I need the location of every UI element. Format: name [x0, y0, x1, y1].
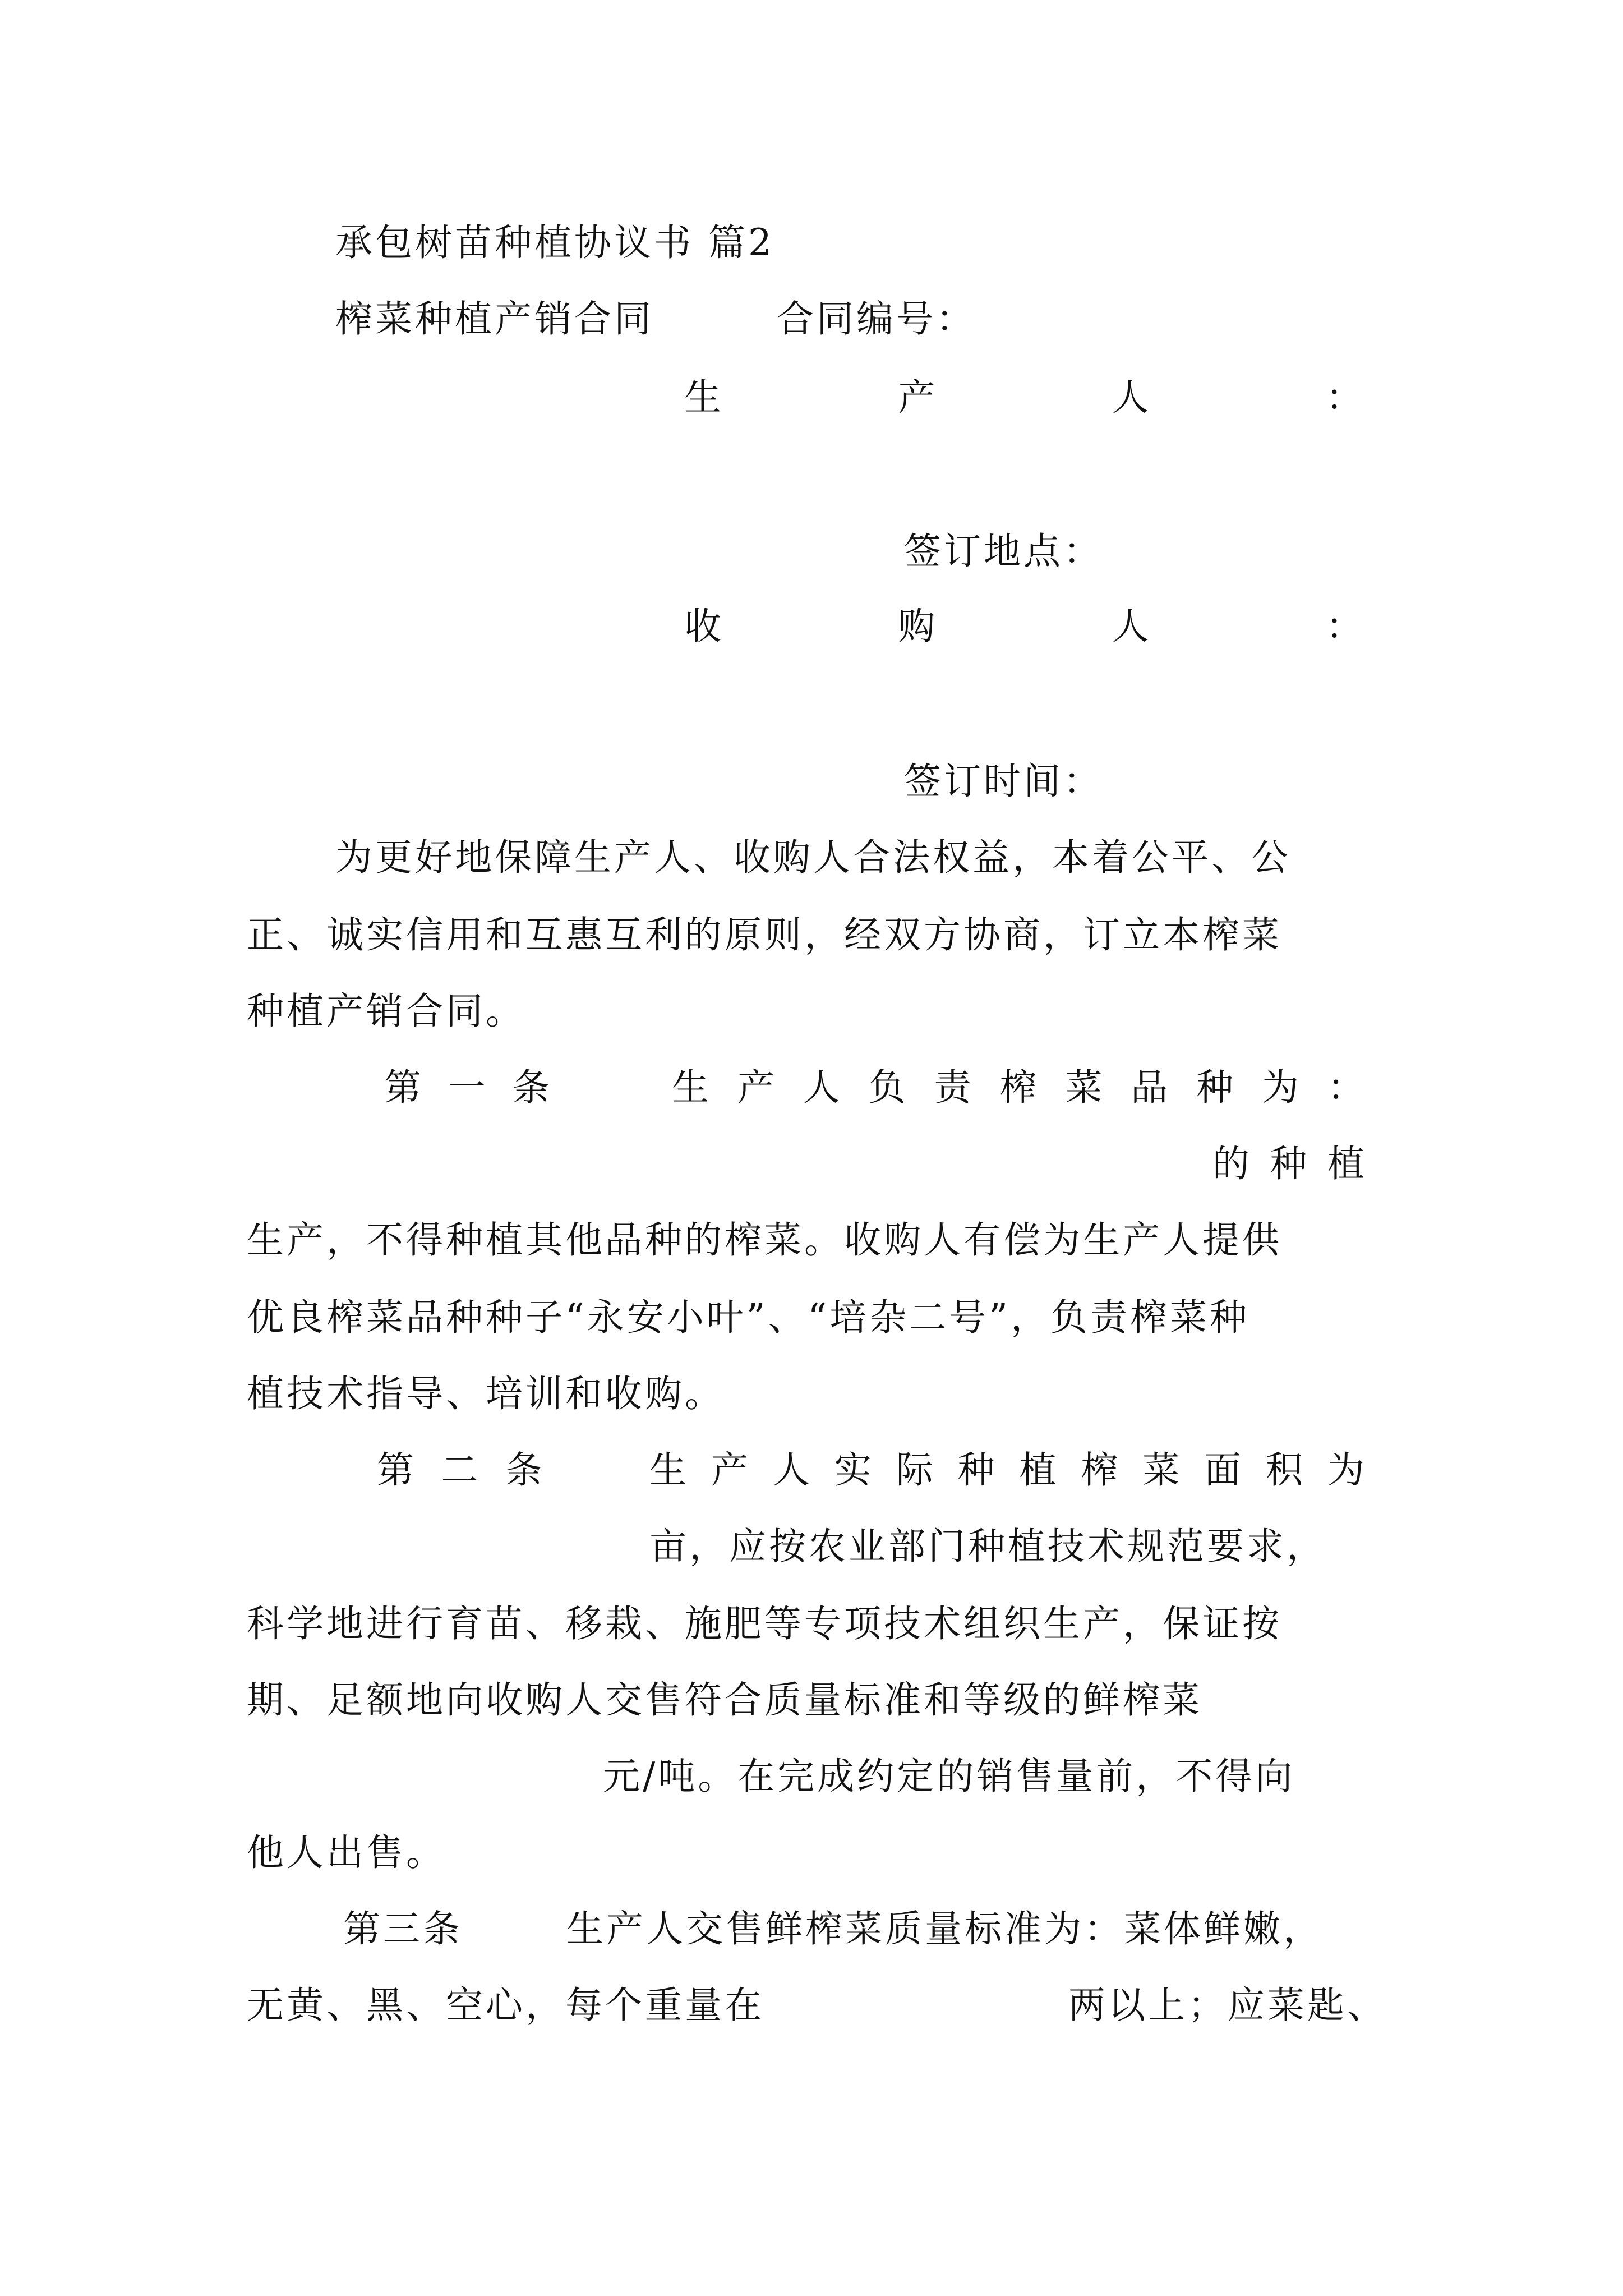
article2-label: [377, 1448, 545, 1492]
article1-label-char: 条: [513, 1066, 552, 1109]
buyer-char: 人: [1112, 605, 1152, 648]
article1-heading-char: 生: [672, 1066, 712, 1109]
article1-heading-char: 产: [737, 1066, 777, 1109]
article1-heading: [672, 1066, 1367, 1109]
contract-title: 榨菜种植产销合同: [335, 297, 654, 341]
article1-tail: [1212, 1142, 1367, 1185]
article2-heading-char: 面: [1204, 1448, 1244, 1492]
producer-party-line: [684, 376, 1366, 419]
article1-heading-char: 种: [1196, 1066, 1237, 1109]
article2-heading-char: 积: [1266, 1448, 1306, 1492]
article2-last-line: 他人出售。: [247, 1831, 446, 1874]
article2-heading-char: 为: [1327, 1448, 1367, 1492]
article1-label: [384, 1066, 552, 1109]
article2-heading: [649, 1448, 1367, 1492]
buyer-char: 收: [684, 605, 724, 648]
article2-heading-char: 榨: [1081, 1448, 1121, 1492]
article3-line2-left: 无黄、黑、空心，每个重量在: [247, 1984, 764, 2027]
buyer-party-line: [684, 605, 1366, 648]
contract-number-label: 合同编号：: [777, 297, 976, 341]
article2-price-line: 元/吨。在完成约定的销售量前，不得向: [603, 1755, 1295, 1798]
sign-time-label: 签订时间：: [904, 760, 1103, 803]
article2-line-1: 科学地进行育苗、移栽、施肥等专项技术组织生产，保证按: [247, 1602, 1282, 1645]
article1-heading-char: 负: [868, 1066, 909, 1109]
article3-label: 第三条: [343, 1907, 463, 1950]
article1-heading-char: ：: [1327, 1066, 1367, 1109]
buyer-colon: ：: [1325, 605, 1366, 648]
article1-tail-char: 种: [1270, 1142, 1310, 1185]
producer-char: 生: [684, 376, 724, 419]
article2-label-char: 第: [377, 1448, 417, 1492]
article1-tail-char: 的: [1212, 1142, 1252, 1185]
article2-line-2: 期、足额地向收购人交售符合质量标准和等级的鲜榨菜: [247, 1678, 1202, 1722]
article1-line-1: 生产，不得种植其他品种的榨菜。收购人有偿为生产人提供: [247, 1218, 1282, 1262]
producer-char: 人: [1112, 376, 1152, 419]
article1-tail-char: 植: [1327, 1142, 1367, 1185]
article2-heading-char: 植: [1019, 1448, 1059, 1492]
intro-line-1: 为更好地保障生产人、收购人合法权益，本着公平、公: [335, 836, 1291, 879]
article2-heading-char: 种: [957, 1448, 998, 1492]
article1-heading-char: 榨: [999, 1066, 1040, 1109]
article1-heading-char: 为: [1262, 1066, 1302, 1109]
article2-heading-char: 产: [711, 1448, 751, 1492]
article1-heading-char: 菜: [1065, 1066, 1105, 1109]
article2-heading-char: 实: [834, 1448, 874, 1492]
article1-heading-char: 人: [803, 1066, 843, 1109]
article2-heading-char: 际: [896, 1448, 936, 1492]
article1-line-2: 优良榨菜品种种子“永安小叶”、“培杂二号”，负责榨菜种: [247, 1296, 1249, 1339]
article2-line-after-blank: 亩，应按农业部门种植技术规范要求，: [649, 1525, 1326, 1568]
article2-heading-char: 菜: [1142, 1448, 1183, 1492]
article1-line-3: 植技术指导、培训和收购。: [247, 1372, 725, 1415]
article2-label-char: 条: [505, 1448, 545, 1492]
article3-heading: 生产人交售鲜榨菜质量标准为：菜体鲜嫩，: [566, 1907, 1323, 1950]
article1-label-char: 第: [384, 1066, 424, 1109]
article3-line2-right: 两以上；应菜匙、: [1068, 1984, 1387, 2027]
article1-heading-char: 责: [934, 1066, 974, 1109]
buyer-char: 购: [898, 605, 938, 648]
article2-heading-char: 生: [649, 1448, 689, 1492]
producer-char: 产: [898, 376, 938, 419]
article2-label-char: 二: [441, 1448, 481, 1492]
intro-line-3: 种植产销合同。: [247, 990, 525, 1033]
article1-heading-char: 品: [1131, 1066, 1171, 1109]
producer-colon: ：: [1325, 376, 1366, 419]
document-heading: 承包树苗种植协议书 篇2: [335, 221, 774, 264]
article1-label-char: 一: [448, 1066, 488, 1109]
article2-heading-char: 人: [772, 1448, 813, 1492]
sign-place-label: 签订地点：: [904, 530, 1103, 573]
intro-line-2: 正、诚实信用和互惠互利的原则，经双方协商，订立本榨菜: [247, 913, 1282, 956]
